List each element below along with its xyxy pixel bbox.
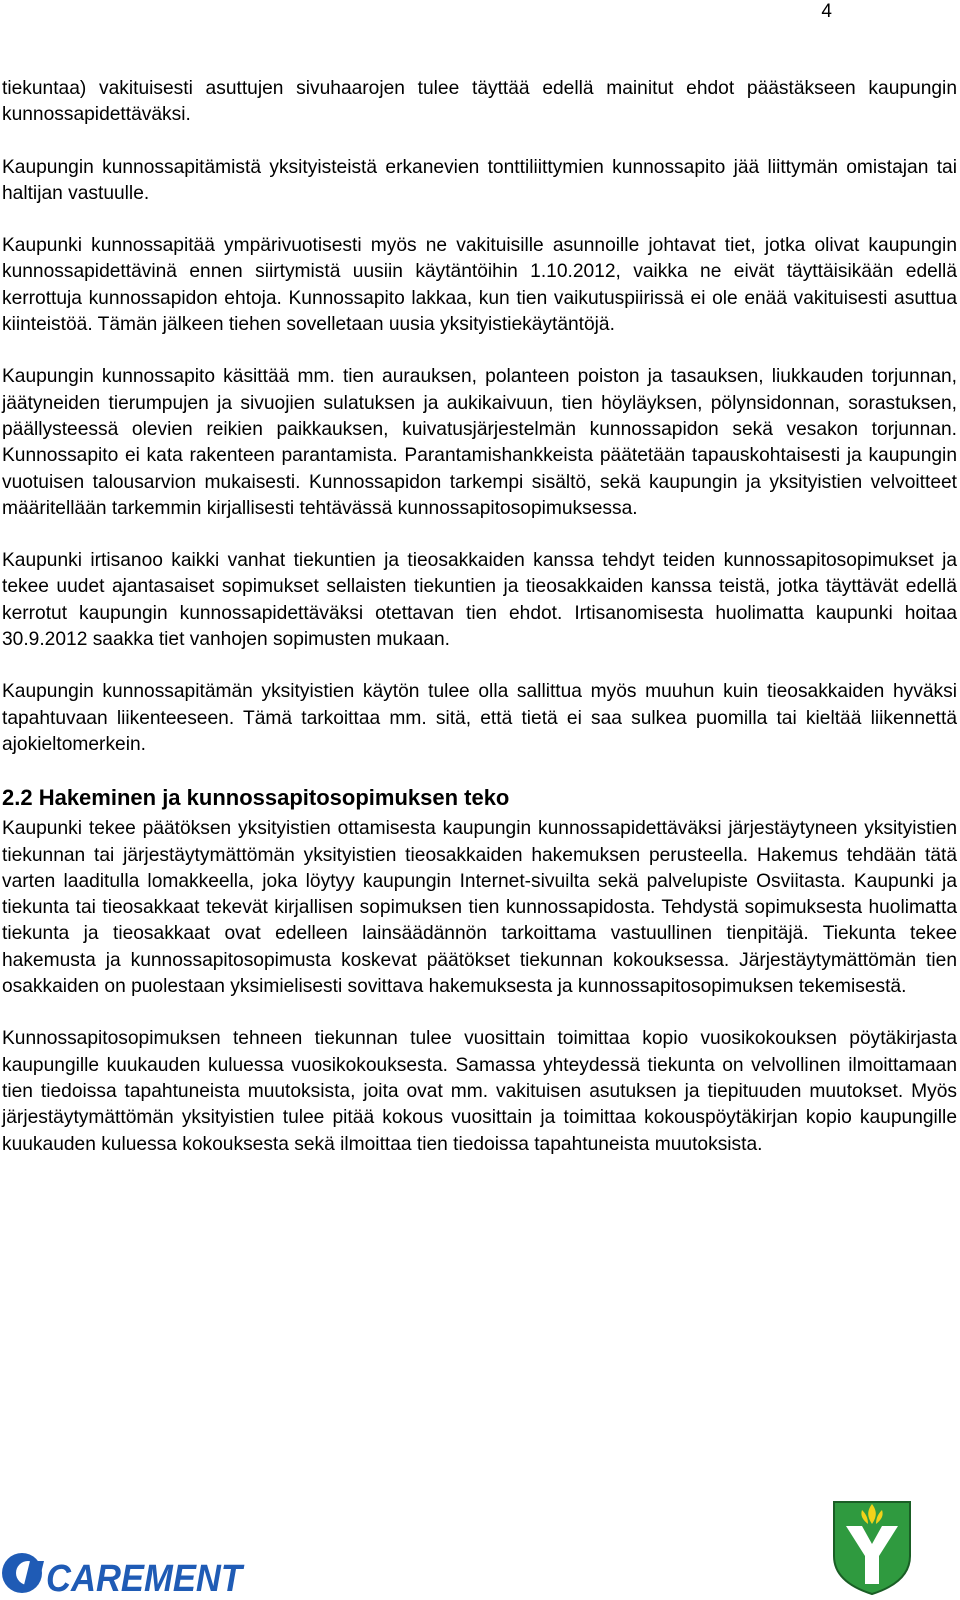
page-number: 4 bbox=[821, 1, 832, 22]
document-body bbox=[2, 76, 957, 1184]
paragraph-2: Kaupungin kunnossapitämistä yksityisteistä erkanevien tonttiliittymien kunnossapito jää liittymän omistajan tai haltijan vastuulle. bbox=[2, 156, 957, 204]
paragraph-4: Kaupungin kunnossapito käsittää mm. tien aurauksen, polanteen poiston ja tasauksen, liukkauden torjunnan, jäätyneiden tierumpujen ja sivuojien sulatuksen ja aukikaivuun, tien höyläyksen, pölynsidonnan, sorastuksen, päällysteessä olevien reikien paikkauksen, kuivatusjärjestelmän kunnossapidon sekä vesakon torjunnan. Kunnossapito ei kata rakenteen parantamista. Parantamishankkeista päätetään tapauskohtaisesti ja kaupungin vuotuisen talousarvion mukaisesti. Kunnossapidon tarkempi sisältö, sekä kaupungin ja yksityistien velvoitteet määritellään tarkemmin kirjallisesti tehtävässä kunnossapitosopimuksessa. bbox=[2, 366, 957, 519]
paragraph-8: Kunnossapitosopimuksen tehneen tiekunnan tulee vuosittain toimittaa kopio vuosikokouksen pöytäkirjasta kaupungille kuukauden kuluessa vuosikokouksesta. Samassa yhteydessä tiekunta on velvollinen ilmoittamaan tien tiedoissa tapahtuneista muutoksista, joita ovat mm. vakituisen asutuksen ja tiepituuden muutokset. Myös järjestäytymättömän yksityistien tulee pitää kokous vuosittain ja toimittaa kokouspöytäkirjan kopio kaupungille kuukauden kuluessa kokouksesta sekä ilmoittaa tien tiedoissa tapahtuneista muutoksista. bbox=[2, 1028, 957, 1155]
carement-logo bbox=[0, 1548, 250, 1598]
paragraph-5: Kaupunki irtisanoo kaikki vanhat tiekuntien ja tieosakkaiden kanssa tehdyt teiden kunnossapitosopimukset ja tekee uudet ajantasaiset sopimukset sellaisten tiekuntien ja tieosakkaiden kanssa teistä, jotka täyttävät edellä kerrotut kaupungin kunnossapidettäväksi otettavan tien ehdot. Irtisanomisesta huolimatta kaupunki hoitaa 30.9.2012 saakka tiet vanhojen sopimusten mukaan. bbox=[2, 550, 957, 651]
paragraph-6: Kaupungin kunnossapitämän yksityistien käytön tulee olla sallittua myös muuhun kuin tieosakkaiden hyväksi tapahtuvaan liikenteeseen. Tämä tarkoittaa mm. sitä, että tietä ei saa sulkea puomilla tai kieltää liikennettä ajokieltomerkein. bbox=[2, 681, 957, 755]
section-heading: 2.2 Hakeminen ja kunnossapitosopimuksen teko bbox=[2, 785, 510, 811]
carement-logo-icon bbox=[2, 1553, 44, 1593]
paragraph-1: tiekuntaa) vakituisesti asuttujen sivuhaarojen tulee täyttää edellä mainitut ehdot päästäkseen kaupungin kunnossapidettäväksi. bbox=[2, 78, 957, 126]
paragraph-3: Kaupunki kunnossapitää ympärivuotisesti myös ne vakituisille asunnoille johtavat tiet, jotka olivat kaupungin kunnossapidettävinä ennen siirtymistä uusiin käytäntöihin 1.10.2012, vaikka ne eivät täyttäisikään edellä kerrottuja kunnossapidon ehtoja. Kunnossapito lakkaa, kun tien vaikutuspiirissä ei ole enää vakituisesti asuttua kiinteistöä. Tämän jälkeen tiehen sovelletaan uusia yksityistiekäytäntöjä. bbox=[2, 235, 957, 336]
paragraph-7: Kaupunki tekee päätöksen yksityistien ottamisesta kaupungin kunnossapidettäväksi järjestäytyneen yksityistien tiekunnan tai järjestäytymättömän yksityistien tieosakkaiden hakemuksen perusteella. Hakemus tehdään tätä varten laaditulla lomakkeella, joka löytyy kaupungin Internet-sivuilta sekä palvelupiste Osviitasta. Kaupunki ja tiekunta tai tieosakkaat tekevät kirjallisen sopimuksen tien kunnossapidosta. Tehdystä sopimuksesta huolimatta tiekunta ja tieosakkaat ovat edelleen lainsäädännön tarkoittama vastuullinen tienpitäjä. Tiekunta tekee hakemusta ja kunnossapitosopimusta koskevat päätökset tiekunnan kokouksessa. Järjestäytymättömän tien osakkaiden on puolestaan yksimielisesti sovittava hakemuksesta ja kunnossapitosopimuksen tekemisestä. bbox=[2, 818, 957, 998]
municipal-coat-of-arms-icon bbox=[832, 1500, 912, 1596]
carement-logo-text: CAREMENT bbox=[46, 1558, 245, 1598]
